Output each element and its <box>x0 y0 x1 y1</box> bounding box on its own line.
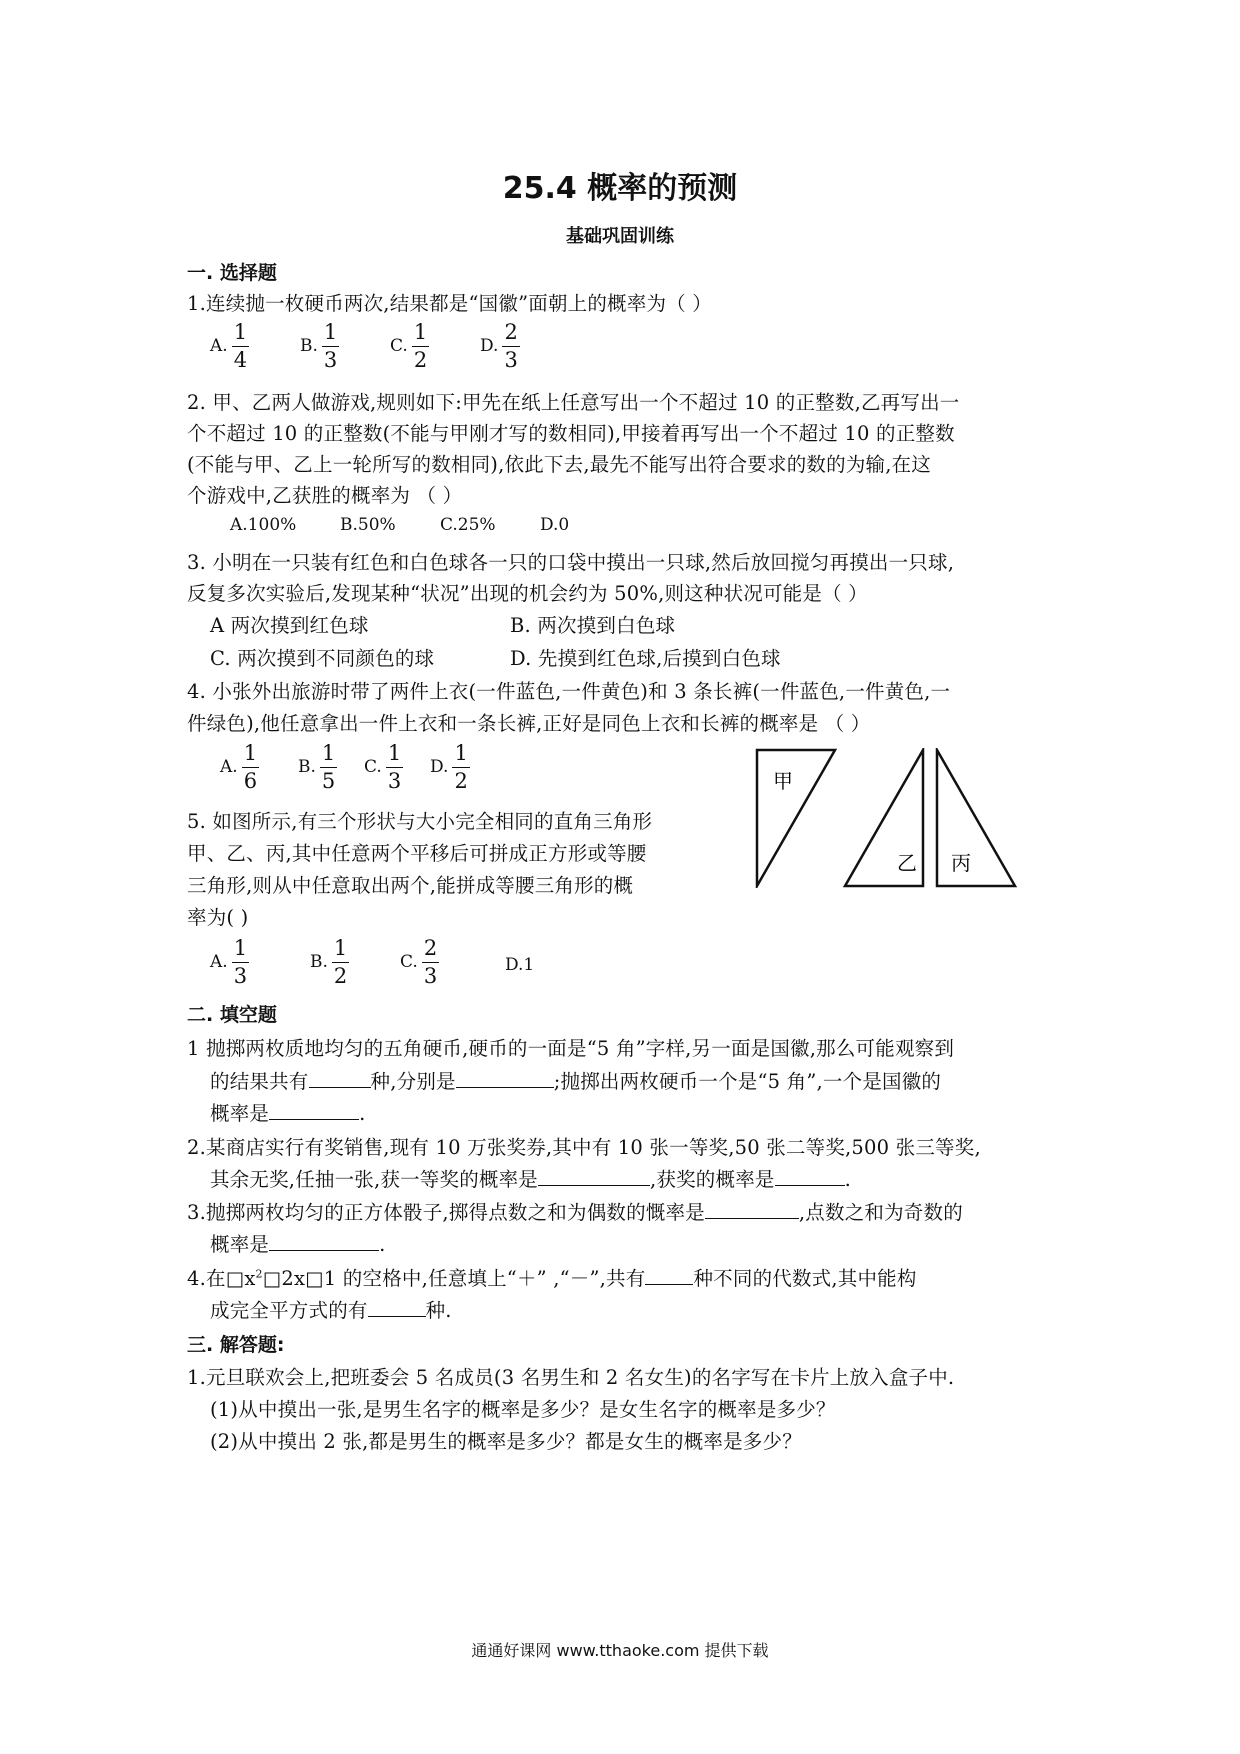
question-4-line-2: 件绿色),他任意拿出一件上衣和一条长裤,正好是同色上衣和长裤的概率是 （ ） <box>187 712 871 735</box>
answer-blank[interactable] <box>456 1068 554 1088</box>
question-2-option-c: C.25% <box>440 515 496 535</box>
question-1-option-c: C. $\frac{1}{2}$ <box>390 320 428 372</box>
answer-1-line-1: 1.元旦联欢会上,把班委会 5 名成员(3 名男生和 2 名女生)的名字写在卡片上放入盒子中. <box>187 1366 955 1389</box>
section-heading-fill: 二. 填空题 <box>187 1004 277 1026</box>
question-5-line-4: 率为( ) <box>187 906 249 929</box>
question-1-option-b: B. $\frac{1}{3}$ <box>300 320 338 372</box>
answer-1-part-1: (1)从中摸出一张,是男生名字的概率是多少？是女生名字的概率是多少？ <box>210 1398 836 1421</box>
triangle-label-jia: 甲 <box>773 769 793 793</box>
fill-1-line-3: 概率是 . <box>210 1102 366 1125</box>
question-4-line-1: 4. 小张外出旅游时带了两件上衣(一件蓝色,一件黄色)和 3 条长裤(一件蓝色,一件黄色,一 <box>187 680 951 703</box>
question-3-line-2: 反复多次实验后,发现某种“状况”出现的机会约为 50%,则这种状况可能是（ ） <box>187 582 868 605</box>
question-5-line-1: 5. 如图所示,有三个形状与大小完全相同的直角三角形 <box>187 810 653 833</box>
question-3-option-c: C. 两次摸到不同颜色的球 <box>210 647 435 670</box>
question-2-option-a: A.100% <box>230 515 297 535</box>
answer-1-part-2: (2)从中摸出 2 张,都是男生的概率是多少？都是女生的概率是多少？ <box>210 1430 802 1453</box>
question-4-option-b: B. $\frac{1}{5}$ <box>298 741 336 793</box>
question-5-option-c: C. $\frac{2}{3}$ <box>400 936 438 988</box>
answer-blank[interactable] <box>309 1068 371 1088</box>
page-footer: 通通好课网 www.tthaoke.com 提供下载 <box>471 1641 769 1660</box>
triangle-label-bing: 丙 <box>951 851 971 875</box>
question-2-line-1: 2. 甲、乙两人做游戏,规则如下:甲先在纸上任意写出一个不超过 10 的正整数,乙再写出一 <box>187 391 960 414</box>
question-4-option-d: D. $\frac{1}{2}$ <box>430 741 468 793</box>
question-3-option-b: B. 两次摸到白色球 <box>510 614 676 637</box>
question-4-option-c: C. $\frac{1}{3}$ <box>364 741 402 793</box>
question-1-option-a: A. $\frac{1}{4}$ <box>210 320 248 372</box>
question-5-option-d: D.1 <box>505 955 535 975</box>
question-2-option-b: B.50% <box>340 515 396 535</box>
question-1-option-d: D. $\frac{2}{3}$ <box>480 320 518 372</box>
fill-1-line-2: 的结果共有 种,分别是 ;抛掷出两枚硬币一个是“5 角”,一个是国徽的 <box>210 1070 942 1093</box>
fill-2-line-2: 其余无奖,任抽一张,获一等奖的概率是 ,获奖的概率是 . <box>210 1168 852 1191</box>
question-3-line-1: 3. 小明在一只装有红色和白色球各一只的口袋中摸出一只球,然后放回搅匀再摸出一只球, <box>187 551 955 574</box>
question-3-option-a: A 两次摸到红色球 <box>210 614 369 637</box>
question-2-line-3: (不能与甲、乙上一轮所写的数相同),依此下去,最先不能写出符合要求的数的为输,在这 <box>187 453 932 476</box>
fill-3-line-1: 3.抛掷两枚均匀的正方体骰子,掷得点数之和为偶数的慨率是 ,点数之和为奇数的 <box>187 1201 963 1224</box>
answer-blank[interactable] <box>538 1166 650 1186</box>
fill-1-line-1: 1 抛掷两枚质地均匀的五角硬币,硬币的一面是“5 角”字样,另一面是国徽,那么可能观察到 <box>187 1037 955 1060</box>
triangle-label-yi: 乙 <box>897 851 917 875</box>
fill-4-line-1: 4.在$□x^2□2x□1$ 的空格中,任意填上“＋” ,“－”,共有 种不同的代数式,其中能构 <box>187 1267 917 1290</box>
section-heading-choice: 一. 选择题 <box>187 262 277 284</box>
question-3-option-d: D. 先摸到红色球,后摸到白色球 <box>510 647 781 670</box>
question-5-line-3: 三角形,则从中任意取出两个,能拼成等腰三角形的概 <box>187 874 634 897</box>
question-5-line-2: 甲、乙、丙,其中任意两个平移后可拼成正方形或等腰 <box>187 842 647 865</box>
answer-blank[interactable] <box>269 1100 359 1120</box>
triangle-bing <box>937 750 1015 886</box>
page-subtitle: 基础巩固训练 <box>566 226 674 247</box>
question-2-line-2: 个不超过 10 的正整数(不能与甲刚才写的数相同),甲接着再写出一个不超过 10 的正整数 <box>187 422 955 445</box>
fill-4-line-2: 成完全平方式的有 种. <box>210 1299 452 1322</box>
question-4-option-a: A. $\frac{1}{6}$ <box>220 741 258 793</box>
answer-blank[interactable] <box>645 1265 693 1285</box>
answer-blank[interactable] <box>705 1199 799 1219</box>
question-1-text: 1.连续抛一枚硬币两次,结果都是“国徽”面朝上的概率为（ ） <box>187 292 712 315</box>
section-heading-answer: 三. 解答题: <box>187 1334 285 1356</box>
page-title: 25.4 概率的预测 <box>502 171 738 206</box>
question-2-option-d: D.0 <box>540 515 570 535</box>
answer-blank[interactable] <box>269 1231 379 1251</box>
answer-blank[interactable] <box>775 1166 845 1186</box>
fill-3-line-2: 概率是 . <box>210 1233 386 1256</box>
answer-blank[interactable] <box>368 1297 426 1317</box>
triangles-figure <box>755 748 1075 888</box>
fill-2-line-1: 2.某商店实行有奖销售,现有 10 万张奖券,其中有 10 张一等奖,50 张二等奖,500 张三等奖, <box>187 1136 981 1159</box>
question-2-line-4: 个游戏中,乙获胜的概率为 （ ） <box>187 484 463 507</box>
triangle-jia <box>757 750 835 886</box>
question-5-option-b: B. $\frac{1}{2}$ <box>310 936 348 988</box>
question-5-option-a: A. $\frac{1}{3}$ <box>210 936 248 988</box>
